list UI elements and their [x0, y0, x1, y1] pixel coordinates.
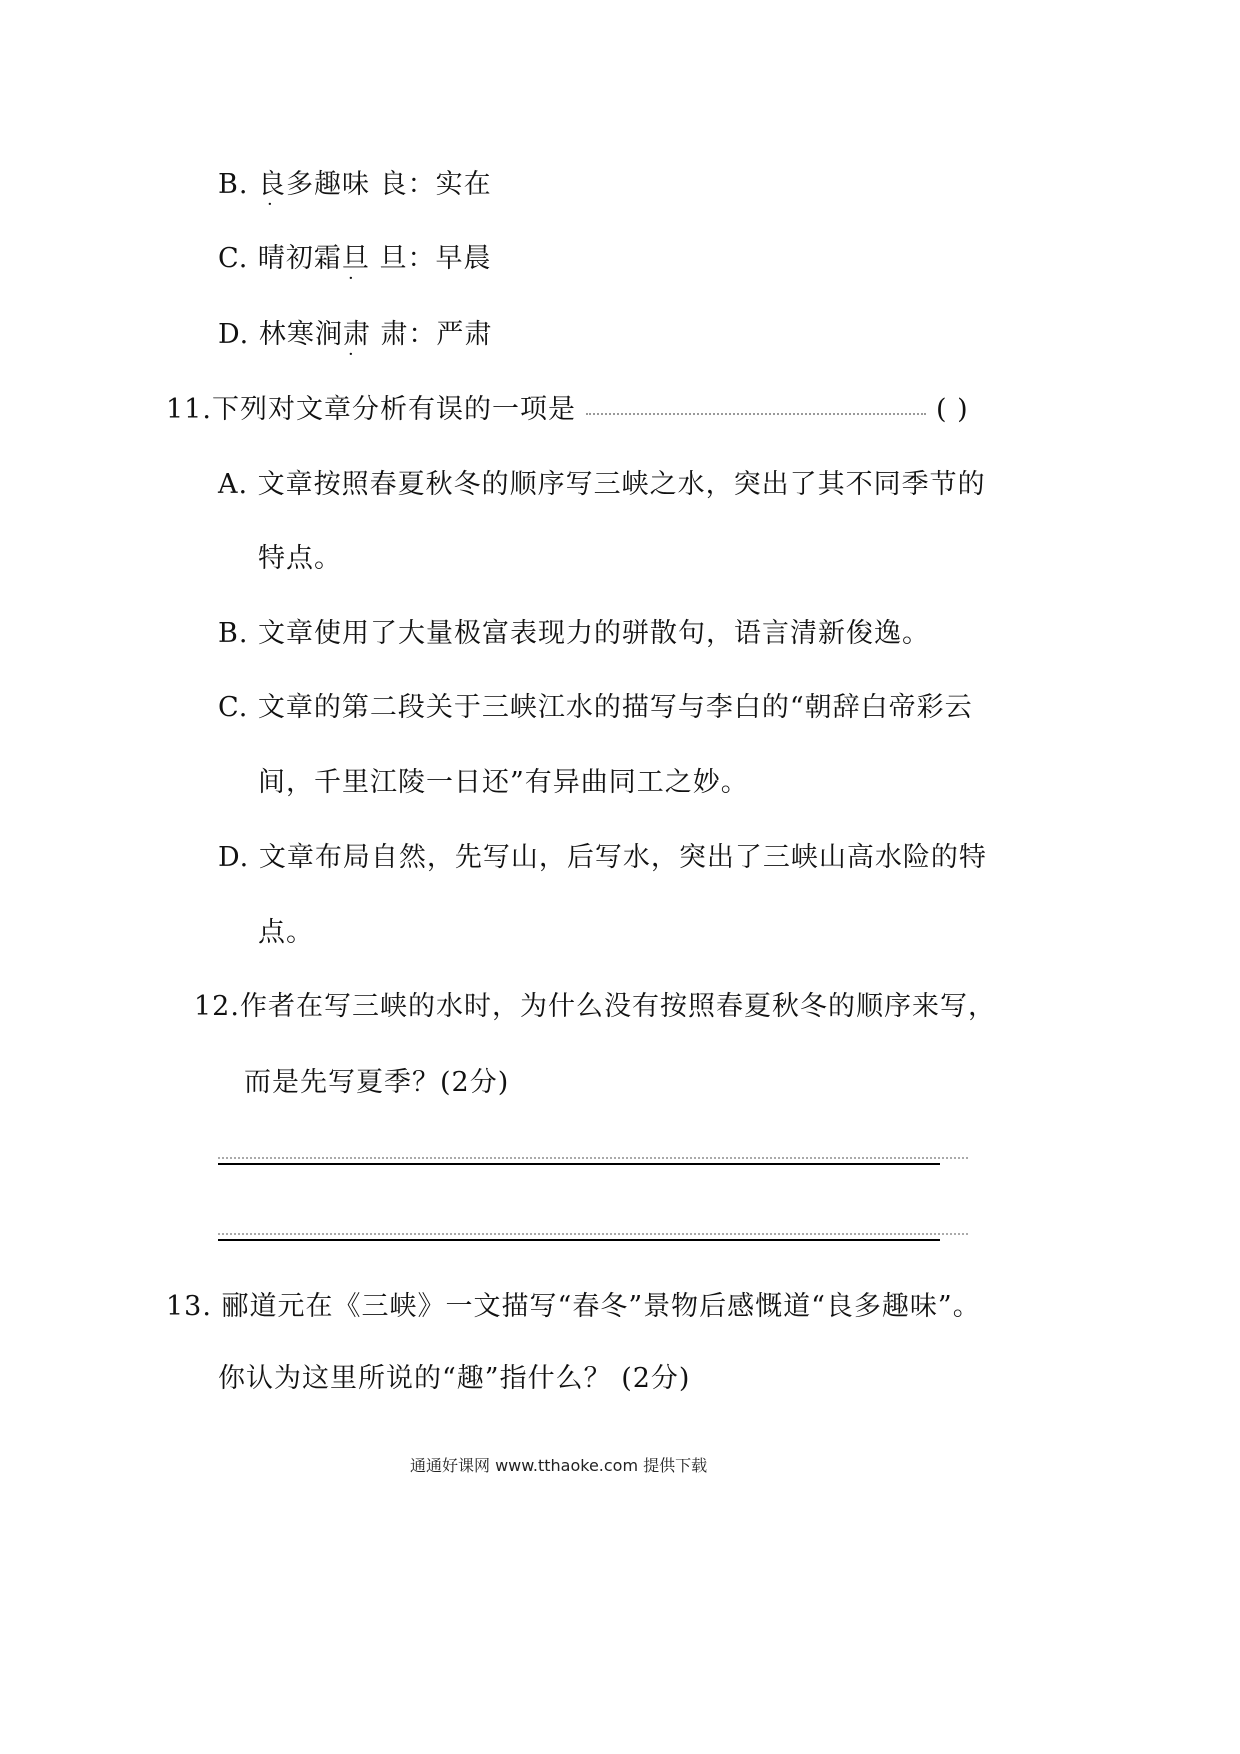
answer-line-dots	[218, 1233, 968, 1235]
emphasis-dot: ·	[348, 268, 354, 289]
emphasis-dot: ·	[267, 194, 273, 215]
emphasis-dot: ·	[348, 344, 354, 365]
question-12-line2: 而是先写夏季？(2分)	[244, 1067, 510, 1098]
answer-bracket: ( )	[935, 394, 969, 425]
option-c-q11-line2: 间，千里江陵一日还”有异曲同工之妙。	[258, 767, 749, 798]
page-footer: 通通好课网 www.tthaoke.com 提供下载	[410, 1456, 708, 1475]
option-a-q11-line2: 特点。	[258, 543, 342, 574]
question-11-stem	[166, 393, 969, 427]
option-d-q11-line1: D. 文章布局自然，先写山，后写水，突出了三峡山高水险的特	[218, 842, 987, 873]
question-13-line2: 你认为这里所说的“趣”指什么？ (2分)	[218, 1363, 691, 1394]
question-11-text: 11.下列对文章分析有误的一项是	[166, 394, 576, 425]
option-b-q11: B. 文章使用了大量极富表现力的骈散句，语言清新俊逸。	[218, 618, 931, 649]
option-a-q11-line1: A. 文章按照春夏秋冬的顺序写三峡之水，突出了其不同季节的	[218, 469, 986, 500]
answer-line[interactable]	[218, 1163, 940, 1165]
dotted-leader	[586, 407, 926, 415]
question-12-line1: 12.作者在写三峡的水时，为什么没有按照春夏秋冬的顺序来写，	[194, 991, 996, 1022]
option-c-q11-line1: C. 文章的第二段关于三峡江水的描写与李白的“朝辞白帝彩云	[218, 692, 973, 723]
option-d-q11-line2: 点。	[258, 917, 314, 948]
option-d-q10: D. 林寒涧肃 肃：严肃	[218, 319, 493, 350]
option-b-q10: B. 良多趣味 良：实在	[218, 169, 492, 200]
option-c-q10: C. 晴初霜旦 旦：早晨	[218, 243, 492, 274]
answer-line-dots	[218, 1157, 968, 1159]
answer-line[interactable]	[218, 1239, 940, 1241]
question-13-line1: 13. 郦道元在《三峡》一文描写“春冬”景物后感慨道“良多趣味”。	[166, 1291, 981, 1322]
